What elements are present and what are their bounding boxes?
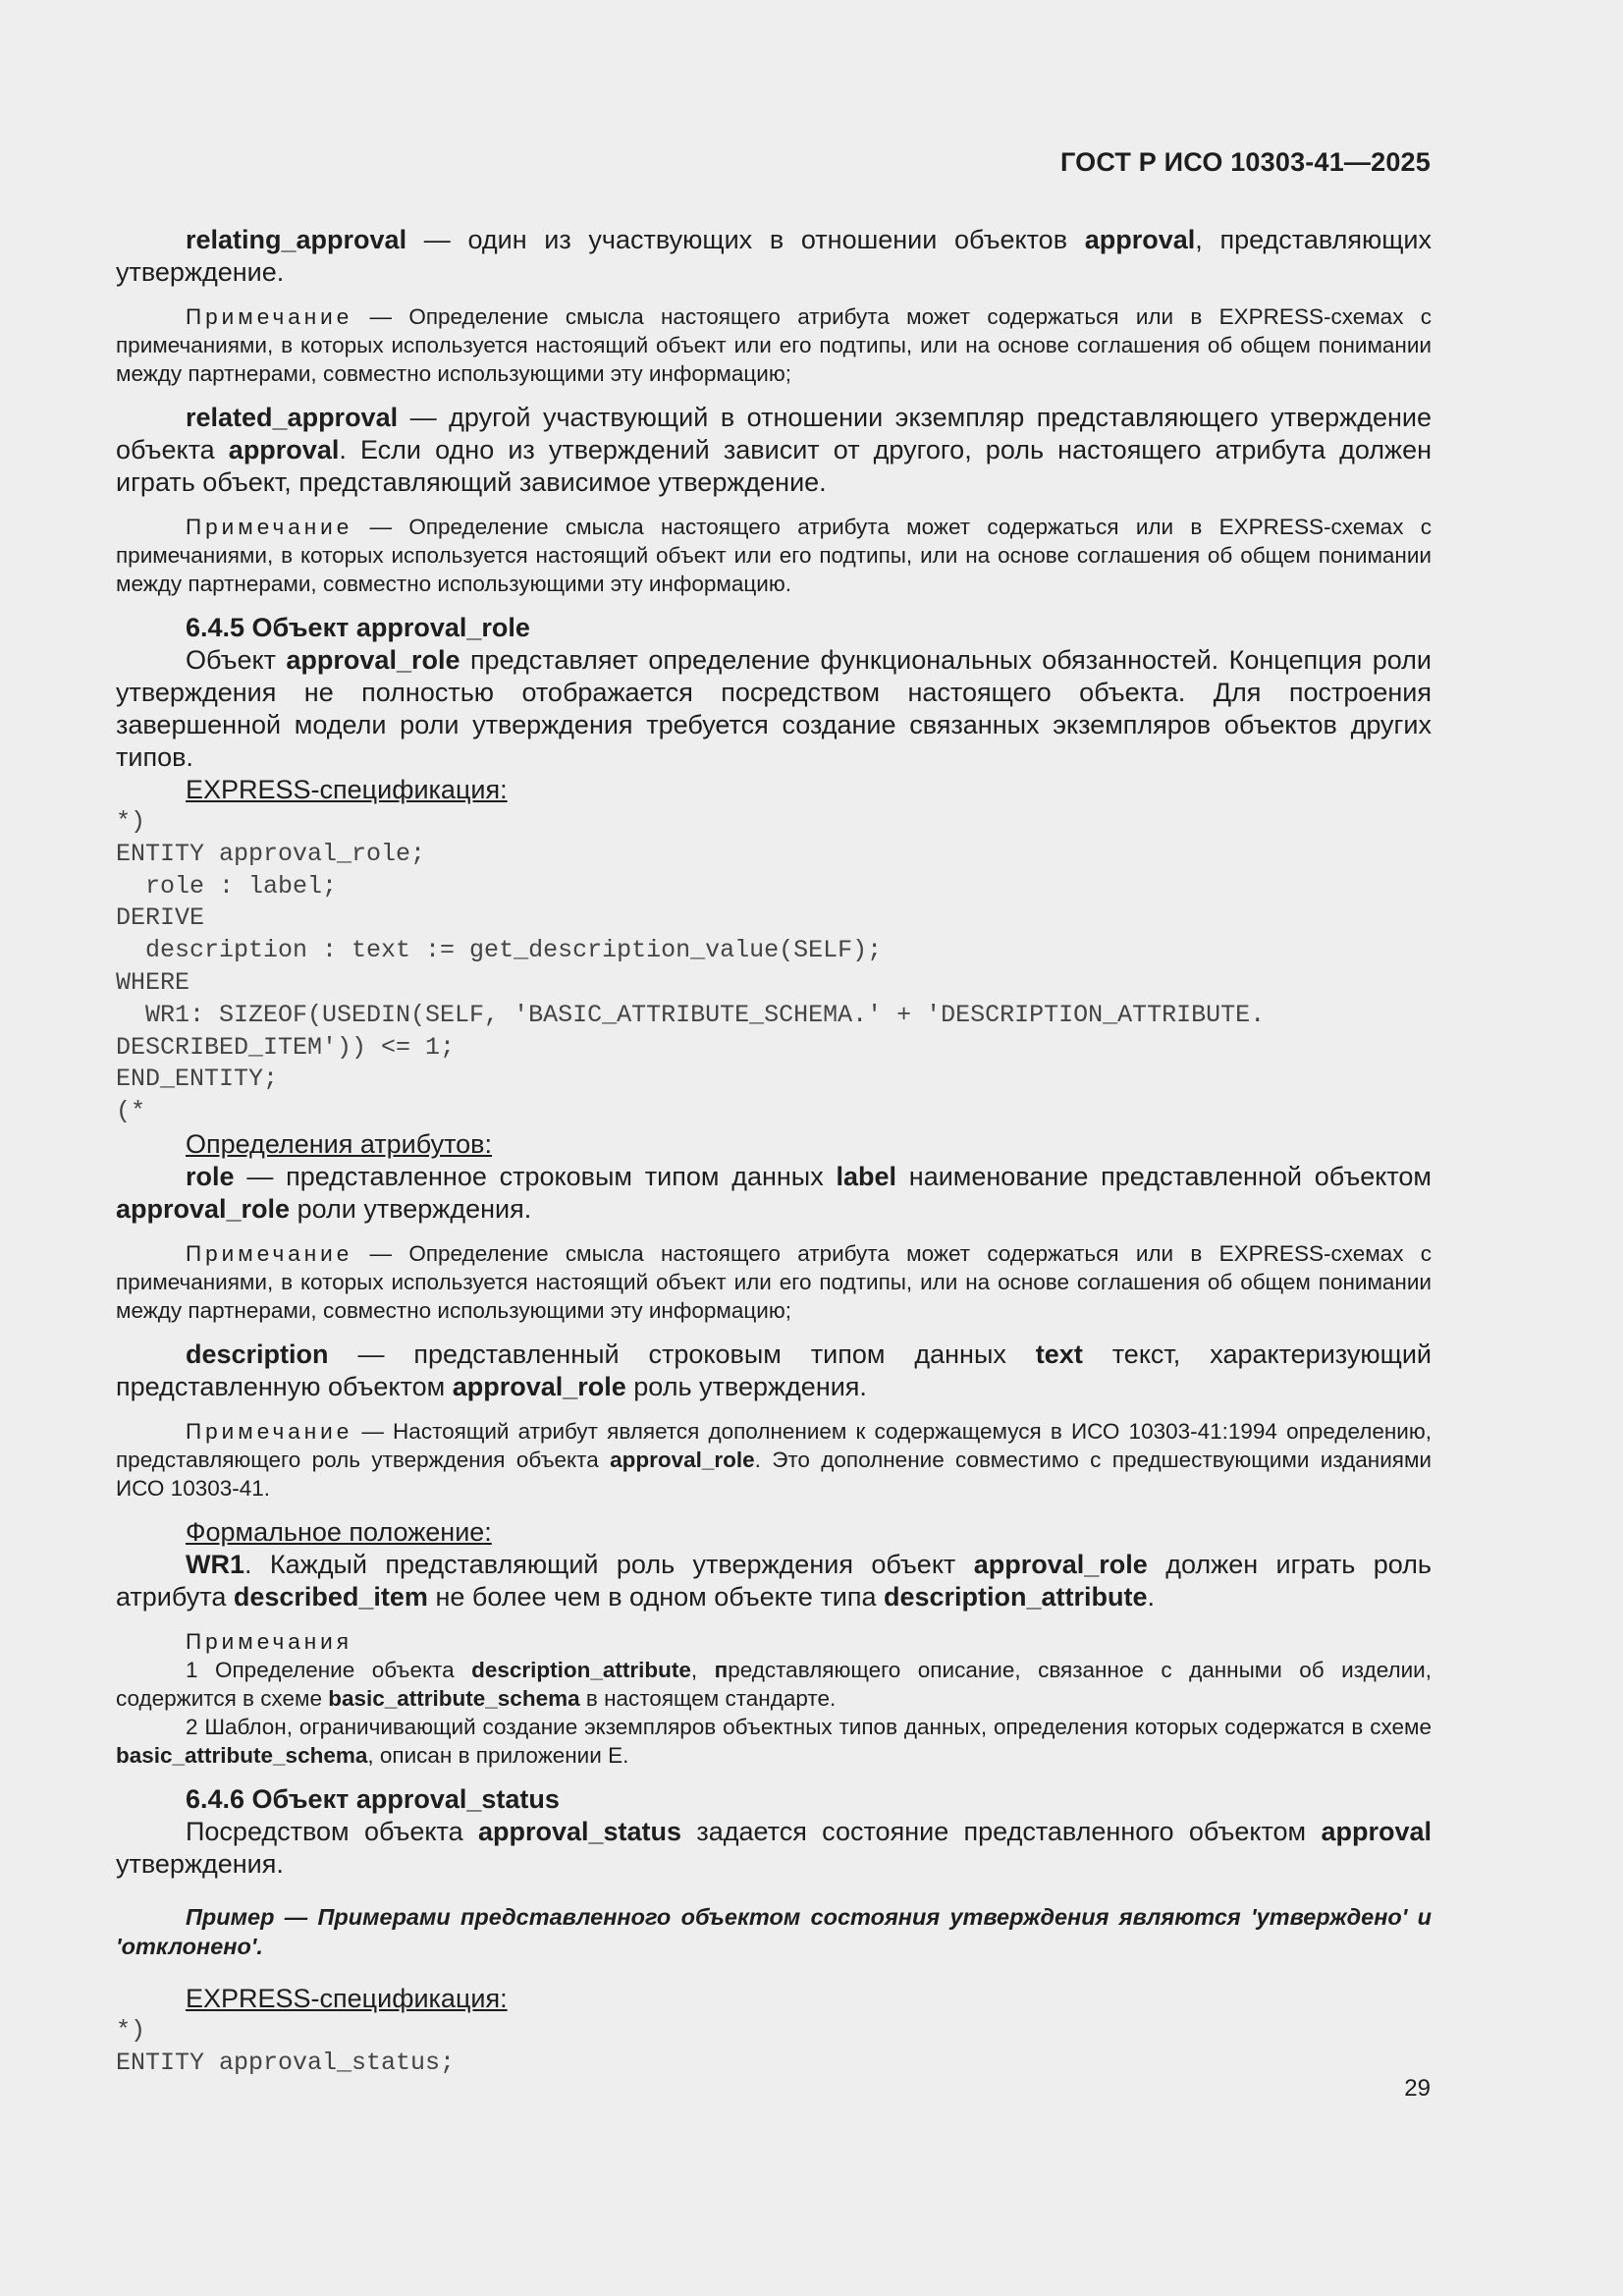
express-spec-label-2: EXPRESS-спецификация: bbox=[186, 1983, 508, 2013]
term-relating-approval: relating_approval bbox=[186, 225, 407, 254]
definition-role: role — представленное строковым типом данных label наименование представленной объектом approval_role роли утверждения. bbox=[116, 1161, 1432, 1224]
page-number: 29 bbox=[1404, 2075, 1431, 2102]
note-label: Примечание bbox=[186, 304, 353, 329]
code-line: WR1: SIZEOF(USEDIN(SELF, 'BASIC_ATTRIBUTE_SCHEMA.' + 'DESCRIPTION_ATTRIBUTE. bbox=[116, 1000, 1266, 1029]
code-line: role : label; bbox=[116, 871, 338, 901]
heading-6-4-6: 6.4.6 Объект approval_status bbox=[186, 1783, 560, 1814]
code-line: WHERE bbox=[116, 967, 190, 997]
formal-proposition-label: Формальное положение: bbox=[186, 1516, 492, 1547]
note-label: Примечание bbox=[186, 1240, 353, 1266]
note-1: 1 Определение объекта description_attribute, представляющего описание, связанное с данными об изделии, содержится в схеме basic_attribute_schema в настоящем стандарте. bbox=[116, 1657, 1432, 1711]
code-line: DERIVE bbox=[116, 903, 205, 933]
heading-6-4-5: 6.4.5 Объект approval_role bbox=[186, 613, 530, 642]
rule-wr1: WR1. Каждый представляющий роль утверждения объект approval_role должен играть роль атрибута described_item не более чем в одном объекте типа description_attribute. bbox=[116, 1549, 1432, 1612]
express-spec-label: EXPRESS-спецификация: bbox=[186, 775, 508, 804]
paragraph-approval-role-intro: Объект approval_role представляет определение функциональных обязанностей. Концепция роли утверждения не полностью отображается посредством настоящего объекта. Для построения завершенной модели роли утверждения требуется создание связанных экземпляров объектов других типов. bbox=[116, 645, 1432, 772]
notes-label: Примечания bbox=[186, 1628, 352, 1654]
attribute-definitions-label: Определения атрибутов: bbox=[186, 1128, 493, 1159]
example-approval-status: Пример — Примерами представленного объектом состояния утверждения являются 'утверждено' и 'отклонено'. bbox=[116, 1903, 1432, 1959]
note-2: 2 Шаблон, ограничивающий создание экземпляров объектных типов данных, определения которых содержатся в схеме basic_attribute_schema, описан в приложении Е. bbox=[116, 1714, 1432, 1768]
definition-description: description — представленный строковым типом данных text текст, характеризующий представленную объектом approval_role роль утверждения. bbox=[116, 1339, 1432, 1401]
paragraph-approval-status-intro: Посредством объекта approval_status задается состояние представленного объектом approval утверждения. bbox=[116, 1816, 1432, 1879]
term-related-approval: related_approval bbox=[186, 403, 399, 432]
paragraph-relating-approval: relating_approval — один из участвующих в отношении объектов approval, представляющих утверждение. bbox=[116, 225, 1433, 287]
express-code-approval-status bbox=[116, 2015, 1432, 2080]
note-label: Примечание bbox=[186, 515, 353, 539]
code-line: ENTITY approval_status; bbox=[116, 2048, 456, 2077]
code-line: ENTITY approval_role; bbox=[116, 839, 426, 868]
note-role: Примечание — Определение смысла настоящего атрибута может содержаться или в EXPRESS-схемах с примечаниями, в которых используется настоящий объект или его подтипы, или на основе соглашения об общем понимании между партнерами, совместно использующими эту информацию; bbox=[116, 1240, 1432, 1323]
note-description: Примечание — Настоящий атрибут является дополнением к содержащемуся в ИСО 10303-41:1994 определению, представляющего роль утверждения объекта approval_role. Это дополнение совместимо с предшествующими изданиями ИСО 10303-41. bbox=[116, 1418, 1433, 1501]
code-line: *) bbox=[116, 807, 146, 836]
code-line: DESCRIBED_ITEM')) <= 1; bbox=[116, 1032, 456, 1062]
code-line: END_ENTITY; bbox=[116, 1065, 279, 1094]
code-line: (* bbox=[116, 1097, 146, 1126]
express-code-approval-role bbox=[116, 806, 1432, 1128]
paragraph-related-approval: related_approval — другой участвующий в отношении экземпляр представляющего утверждение объекта approval. Если одно из утверждений зависит от другого, роль настоящего атрибута должен играть объект, представляющий зависимое утверждение. bbox=[116, 403, 1433, 497]
code-line: description : text := get_description_value(SELF); bbox=[116, 936, 883, 965]
document-header: ГОСТ Р ИСО 10303-41—2025 bbox=[1060, 147, 1431, 177]
note-related-approval: Примечание — Определение смысла настоящего атрибута может содержаться или в EXPRESS-схемах с примечаниями, в которых используется настоящий объект или его подтипы, или на основе соглашения об общем понимании между партнерами, совместно использующими эту информацию. bbox=[116, 515, 1432, 596]
note-relating-approval: Примечание — Определение смысла настоящего атрибута может содержаться или в EXPRESS-схемах с примечаниями, в которых используется настоящий объект или его подтипы, или на основе соглашения об общем понимании между партнерами, совместно использующими эту информацию; bbox=[116, 304, 1432, 386]
note-label: Примечание bbox=[186, 1418, 353, 1444]
code-line: *) bbox=[116, 2015, 146, 2045]
page-content bbox=[116, 224, 1432, 2080]
